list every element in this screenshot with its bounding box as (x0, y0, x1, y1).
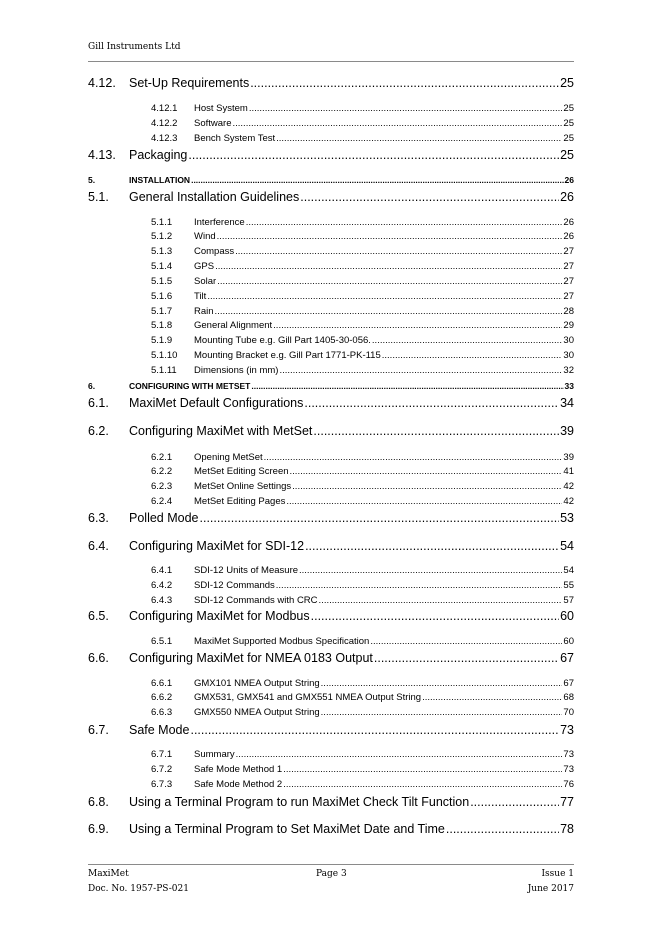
toc-leader-dots (319, 595, 563, 606)
toc-leader-dots (236, 749, 563, 760)
toc-entry[interactable] (0, 779, 662, 790)
footer-page: Page 3 (316, 869, 347, 879)
toc-entry-number: 6.7. (88, 723, 109, 737)
toc-entry-page: 76 (563, 779, 574, 790)
toc-entry-page: 27 (563, 246, 574, 257)
toc-entry[interactable] (0, 217, 662, 228)
toc-leader-dots (217, 276, 562, 287)
toc-entry-page: 25 (560, 76, 574, 90)
toc-entry-title: GMX101 NMEA Output String (194, 678, 320, 689)
toc-entry[interactable] (0, 133, 662, 144)
toc-entry-number: 6.4. (88, 539, 109, 553)
toc-entry-title: Rain (194, 306, 214, 317)
toc-entry-title: Configuring MaxiMet for SDI-12 (129, 539, 305, 553)
toc-entry[interactable] (0, 595, 662, 606)
toc-entry-title: Using a Terminal Program to run MaxiMet Check Tilt Function (129, 795, 470, 809)
toc-entry-page: 39 (563, 452, 574, 463)
toc-leader-dots (374, 651, 559, 665)
toc-entry-title: MetSet Online Settings (194, 481, 292, 492)
toc-entry[interactable] (0, 118, 662, 129)
toc-entry[interactable] (0, 580, 662, 591)
toc-entry[interactable] (0, 76, 662, 90)
toc-entry-title: Summary (194, 749, 235, 760)
toc-entry[interactable] (0, 565, 662, 576)
toc-leader-dots (290, 466, 563, 477)
toc-leader-dots (215, 261, 562, 272)
toc-entry[interactable] (0, 481, 662, 492)
toc-entry-number: 6.8. (88, 795, 109, 809)
toc-entry[interactable] (0, 148, 662, 162)
toc-leader-dots (313, 424, 559, 438)
toc-entry-title: Packaging (129, 148, 188, 162)
toc-entry-title: GMX531, GMX541 and GMX551 NMEA Output String (194, 692, 422, 703)
toc-entry[interactable] (0, 291, 662, 302)
toc-entry-number: 5.1.7 (151, 306, 173, 317)
toc-entry-number: 4.12.3 (151, 133, 178, 144)
toc-entry[interactable] (0, 190, 662, 204)
toc-entry-number: 6.7.2 (151, 764, 173, 775)
toc-leader-dots (188, 148, 559, 162)
toc-leader-dots (235, 246, 562, 257)
toc-entry-title: CONFIGURING WITH METSET (129, 381, 251, 391)
toc-entry-title: INSTALLATION (129, 175, 191, 185)
toc-entry-page: 25 (563, 133, 574, 144)
toc-entry[interactable] (0, 396, 662, 410)
toc-entry-number: 6.6.1 (151, 678, 173, 689)
toc-entry-page: 60 (563, 636, 574, 647)
toc-entry-number: 5.1.9 (151, 335, 173, 346)
toc-entry-title: SDI-12 Commands with CRC (194, 595, 318, 606)
toc-entry-number: 5.1. (88, 190, 109, 204)
toc-leader-dots (446, 822, 559, 836)
toc-entry-title: MaxiMet Default Configurations (129, 396, 304, 410)
toc-entry-title: Solar (194, 276, 217, 287)
toc-entry[interactable] (0, 707, 662, 718)
toc-leader-dots (250, 76, 559, 90)
toc-entry-title: SDI-12 Commands (194, 580, 275, 591)
toc-entry[interactable] (0, 335, 662, 346)
toc-entry-number: 6.5. (88, 609, 109, 623)
toc-entry-title: Tilt (194, 291, 207, 302)
toc-leader-dots (215, 306, 563, 317)
toc-leader-dots (283, 779, 562, 790)
toc-entry-title: Interference (194, 217, 245, 228)
toc-entry-title: Software (194, 118, 232, 129)
toc-entry-title: GPS (194, 261, 215, 272)
toc-entry[interactable] (0, 723, 662, 737)
toc-leader-dots (370, 636, 562, 647)
toc-entry-number: 6.9. (88, 822, 109, 836)
toc-entry-page: 32 (563, 365, 574, 376)
toc-entry-title: Safe Mode Method 1 (194, 764, 283, 775)
toc-entry-title: Polled Mode (129, 511, 199, 525)
toc-entry-number: 6.2.4 (151, 496, 173, 507)
footer-issue: Issue 1 (541, 869, 574, 879)
toc-entry-page: 68 (563, 692, 574, 703)
toc-leader-dots (283, 764, 562, 775)
toc-entry-page: 54 (563, 565, 574, 576)
toc-entry-page: 42 (563, 481, 574, 492)
toc-entry[interactable] (0, 795, 662, 809)
toc-entry[interactable] (0, 231, 662, 242)
toc-leader-dots (321, 707, 563, 718)
toc-leader-dots (422, 692, 562, 703)
toc-entry-page: 67 (560, 651, 574, 665)
toc-entry-page: 26 (560, 190, 574, 204)
toc-entry-title: Bench System Test (194, 133, 276, 144)
toc-entry[interactable] (0, 692, 662, 703)
toc-entry-title: MetSet Editing Pages (194, 496, 286, 507)
toc-entry-number: 6.2.1 (151, 452, 173, 463)
toc-leader-dots (311, 609, 559, 623)
toc-entry-number: 4.12. (88, 76, 116, 90)
toc-entry-page: 67 (563, 678, 574, 689)
toc-entry[interactable] (0, 350, 662, 361)
toc-entry[interactable] (0, 175, 662, 185)
toc-entry-number: 6.7.1 (151, 749, 173, 760)
toc-entry-page: 57 (563, 595, 574, 606)
toc-entry-number: 6.5.1 (151, 636, 173, 647)
toc-entry-page: 27 (563, 261, 574, 272)
toc-entry-number: 5.1.1 (151, 217, 173, 228)
toc-leader-dots (276, 133, 562, 144)
toc-entry-number: 5. (88, 175, 96, 185)
toc-entry-number: 6.6.3 (151, 707, 173, 718)
toc-entry-page: 73 (563, 749, 574, 760)
toc-entry-number: 5.1.6 (151, 291, 173, 302)
toc-entry-title: Using a Terminal Program to Set MaxiMet Date and Time (129, 822, 445, 836)
toc-entry-page: 30 (563, 350, 574, 361)
toc-entry-page: 77 (560, 795, 574, 809)
toc-entry-number: 5.1.3 (151, 246, 173, 257)
toc-entry-title: Compass (194, 246, 235, 257)
toc-entry-title: Wind (194, 231, 216, 242)
toc-entry[interactable] (0, 636, 662, 647)
toc-entry-page: 55 (563, 580, 574, 591)
toc-entry-number: 6.2.2 (151, 466, 173, 477)
toc-entry-page: 53 (560, 511, 574, 525)
footer-product: MaxiMet (88, 869, 129, 879)
toc-entry-page: 28 (563, 306, 574, 317)
toc-entry-number: 5.1.10 (151, 350, 178, 361)
toc-entry-number: 6.2. (88, 424, 109, 438)
toc-entry-number: 5.1.4 (151, 261, 173, 272)
toc-leader-dots (372, 335, 563, 346)
toc-entry-page: 42 (563, 496, 574, 507)
toc-entry[interactable] (0, 452, 662, 463)
toc-entry[interactable] (0, 306, 662, 317)
toc-entry-number: 6.7.3 (151, 779, 173, 790)
toc-entry-page: 26 (563, 217, 574, 228)
toc-leader-dots (299, 565, 562, 576)
toc-leader-dots (217, 231, 563, 242)
toc-entry-page: 26 (564, 175, 574, 185)
toc-leader-dots (264, 452, 563, 463)
toc-entry-page: 34 (560, 396, 574, 410)
toc-leader-dots (276, 580, 563, 591)
toc-entry[interactable] (0, 764, 662, 775)
toc-entry-title: GMX550 NMEA Output String (194, 707, 320, 718)
toc-entry-number: 4.12.1 (151, 103, 178, 114)
toc-entry-number: 6. (88, 381, 96, 391)
toc-entry[interactable] (0, 381, 662, 391)
toc-leader-dots (286, 496, 562, 507)
toc-entry-page: 33 (564, 381, 574, 391)
toc-entry-title: Opening MetSet (194, 452, 263, 463)
toc-leader-dots (273, 320, 562, 331)
toc-leader-dots (190, 723, 559, 737)
toc-entry-number: 6.4.1 (151, 565, 173, 576)
toc-entry-title: Set-Up Requirements (129, 76, 250, 90)
toc-leader-dots (279, 365, 562, 376)
toc-entry[interactable] (0, 749, 662, 760)
toc-entry-page: 39 (560, 424, 574, 438)
header-company: Gill Instruments Ltd (88, 42, 181, 52)
toc-leader-dots (305, 539, 559, 553)
toc-leader-dots (246, 217, 563, 228)
toc-entry-page: 60 (560, 609, 574, 623)
toc-entry-page: 78 (560, 822, 574, 836)
toc-leader-dots (300, 190, 559, 204)
toc-entry-page: 30 (563, 335, 574, 346)
toc-entry-title: Safe Mode Method 2 (194, 779, 283, 790)
toc-entry-title: General Installation Guidelines (129, 190, 300, 204)
toc-entry-page: 41 (563, 466, 574, 477)
toc-entry-title: Dimensions (in mm) (194, 365, 279, 376)
toc-entry-number: 4.12.2 (151, 118, 178, 129)
toc-entry-page: 25 (563, 118, 574, 129)
toc-entry-number: 5.1.5 (151, 276, 173, 287)
toc-entry-page: 26 (563, 231, 574, 242)
toc-entry-title: SDI-12 Units of Measure (194, 565, 299, 576)
toc-entry-title: General Alignment (194, 320, 273, 331)
toc-leader-dots (470, 795, 559, 809)
toc-entry-page: 27 (563, 276, 574, 287)
toc-entry-number: 5.1.11 (151, 365, 177, 376)
footer-doc-no: Doc. No. 1957-PS-021 (88, 884, 189, 894)
toc-entry-title: Configuring MaxiMet for NMEA 0183 Output (129, 651, 373, 665)
toc-entry-page: 25 (560, 148, 574, 162)
toc-entry-title: Configuring MaxiMet with MetSet (129, 424, 313, 438)
footer-rule (88, 864, 574, 865)
toc-entry-title: MaxiMet Supported Modbus Specification (194, 636, 370, 647)
toc-entry-title: Host System (194, 103, 248, 114)
toc-entry[interactable] (0, 609, 662, 623)
toc-entry-number: 6.6.2 (151, 692, 173, 703)
toc-entry[interactable] (0, 651, 662, 665)
toc-entry-number: 6.3. (88, 511, 109, 525)
toc-entry-number: 6.6. (88, 651, 109, 665)
toc-leader-dots (382, 350, 563, 361)
toc-entry[interactable] (0, 822, 662, 836)
toc-entry[interactable] (0, 511, 662, 525)
toc-leader-dots (191, 175, 563, 185)
toc-entry[interactable] (0, 261, 662, 272)
toc-entry-number: 5.1.2 (151, 231, 173, 242)
toc-entry-page: 54 (560, 539, 574, 553)
toc-entry[interactable] (0, 539, 662, 553)
toc-entry-title: Configuring MaxiMet for Modbus (129, 609, 310, 623)
toc-entry[interactable] (0, 320, 662, 331)
footer-date: June 2017 (527, 884, 574, 894)
toc-leader-dots (304, 396, 559, 410)
toc-entry[interactable] (0, 246, 662, 257)
toc-entry-page: 73 (560, 723, 574, 737)
toc-entry[interactable] (0, 466, 662, 477)
toc-entry-title: MetSet Editing Screen (194, 466, 289, 477)
toc-leader-dots (321, 678, 563, 689)
toc-entry-title: Safe Mode (129, 723, 190, 737)
toc-entry-page: 29 (563, 320, 574, 331)
toc-leader-dots (249, 103, 563, 114)
toc-leader-dots (292, 481, 562, 492)
toc-entry[interactable] (0, 365, 662, 376)
toc-entry[interactable] (0, 103, 662, 114)
toc-entry-number: 6.2.3 (151, 481, 173, 492)
toc-entry[interactable] (0, 276, 662, 287)
toc-entry[interactable] (0, 496, 662, 507)
toc-entry-page: 27 (563, 291, 574, 302)
toc-entry-page: 25 (563, 103, 574, 114)
toc-leader-dots (251, 381, 563, 391)
toc-entry-title: Mounting Bracket e.g. Gill Part 1771-PK-115 (194, 350, 381, 361)
toc-entry-number: 6.1. (88, 396, 109, 410)
toc-entry-page: 73 (563, 764, 574, 775)
toc-entry-title: Mounting Tube e.g. Gill Part 1405-30-056. (194, 335, 371, 346)
toc-leader-dots (207, 291, 562, 302)
toc-entry-number: 5.1.8 (151, 320, 173, 331)
toc-entry-number: 6.4.3 (151, 595, 173, 606)
toc-entry-number: 4.13. (88, 148, 116, 162)
toc-entry-page: 70 (563, 707, 574, 718)
toc-leader-dots (233, 118, 563, 129)
toc-leader-dots (200, 511, 560, 525)
toc-entry-number: 6.4.2 (151, 580, 173, 591)
toc-entry[interactable] (0, 424, 662, 438)
toc-entry[interactable] (0, 678, 662, 689)
